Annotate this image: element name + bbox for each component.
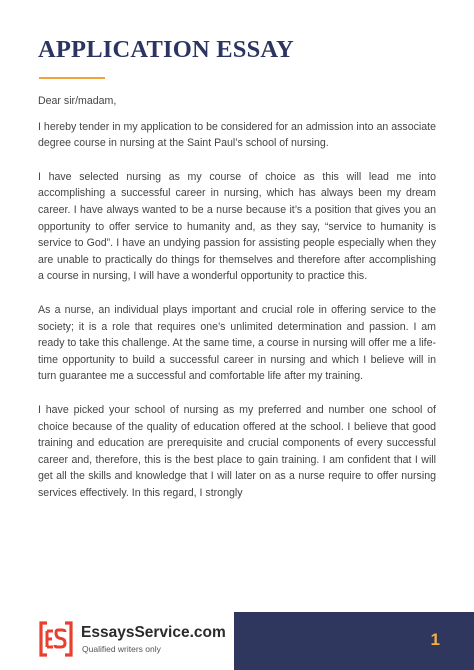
page-number: 1: [430, 630, 440, 649]
essaysservice-logo-icon: [38, 620, 74, 658]
essay-paragraph-3: As a nurse, an individual plays important and crucial role in offering service to the society; it is a role that requires one’s unlimited determination and passion. I am ready to take this challenge. At the same time, a course in nursing will offer me a life-time opportunity to build a successful career in nursing and which I believe will in turn guarantee me a successful and comfortable life after my training.: [38, 303, 436, 383]
salutation: Dear sir/madam,: [38, 95, 117, 107]
page-title: APPLICATION ESSAY: [38, 36, 294, 63]
essay-body: [38, 93, 436, 518]
essay-paragraph-4: I have picked your school of nursing as my preferred and number one school of choice because of the quality of education offered at the school. I believe that good training and education are prerequisite and crucial components of every successful career and, therefore, this is the best place to gain training. I am confident that I will get all the skills and knowledge that I will later on as a nurse require to offer nursing services effectively. In this regard, I strongly: [38, 403, 436, 499]
brand-tagline: Qualified writers only: [82, 644, 161, 654]
title-underline: [39, 77, 105, 79]
essay-paragraph-1: I hereby tender in my application to be considered for an admission into an associate degree course in nursing at the Saint Paul’s school of nursing.: [38, 120, 436, 150]
essay-paragraph-2: I have selected nursing as my course of choice as this will lead me into accomplishing a successful career in nursing, which has always been my dream career. I have always wanted to be a nurse because it’s a position that gives you an opportunity to offer service to humanity and, as they say, “service to humanity is service to God”. I have an undying passion for assisting people especially when they are unable to practically do things for themselves and therefore after accomplishing a course in nursing, I will have a wonderful opportunity to practice this.: [38, 170, 436, 283]
footer-bar: [234, 612, 474, 670]
brand-name: EssaysService.com: [81, 624, 226, 641]
